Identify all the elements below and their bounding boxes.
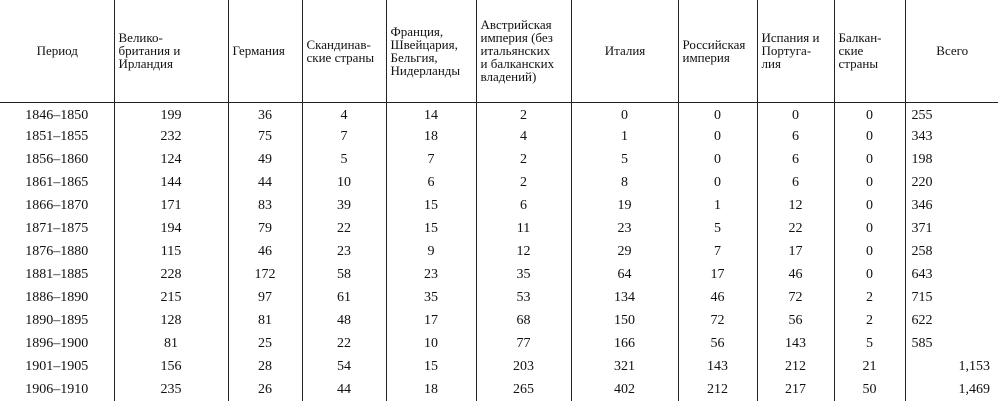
total-cell: 343 <box>905 125 998 148</box>
table-cell: 11 <box>476 217 571 240</box>
table-cell: 4 <box>476 125 571 148</box>
table-cell: 217 <box>757 378 834 401</box>
table-cell: 6 <box>757 125 834 148</box>
table-cell: 81 <box>228 309 302 332</box>
table-cell: 6 <box>757 148 834 171</box>
table-cell: 83 <box>228 194 302 217</box>
table-cell: 5 <box>834 332 905 355</box>
table-cell: 171 <box>114 194 228 217</box>
table-row <box>0 217 998 240</box>
period-header: Период <box>0 0 114 102</box>
table-cell: 2 <box>476 102 571 125</box>
table-cell: 75 <box>228 125 302 148</box>
table-cell: 15 <box>386 194 476 217</box>
table-cell: 212 <box>678 378 757 401</box>
table-cell: 72 <box>678 309 757 332</box>
table-cell: 0 <box>834 240 905 263</box>
table-cell: 8 <box>571 171 678 194</box>
table-cell: 144 <box>114 171 228 194</box>
table-cell: 134 <box>571 286 678 309</box>
table-cell: 17 <box>678 263 757 286</box>
scandinavia-header: Скандинав- ские страны <box>302 0 386 102</box>
table-cell: 0 <box>834 194 905 217</box>
table-cell: 124 <box>114 148 228 171</box>
total-cell: 1,469 <box>905 378 998 401</box>
table-cell: 44 <box>228 171 302 194</box>
table-row <box>0 286 998 309</box>
spain-portugal-header: Испания и Португа- лия <box>757 0 834 102</box>
period-cell: 1851–1855 <box>25 128 89 144</box>
period-cell: 1846–1850 <box>25 107 89 123</box>
period-cell: 1881–1885 <box>25 266 89 282</box>
table-cell: 54 <box>302 355 386 378</box>
table-cell: 56 <box>678 332 757 355</box>
table-cell: 29 <box>571 240 678 263</box>
table-cell: 9 <box>386 240 476 263</box>
table-row <box>0 171 998 194</box>
table-cell: 53 <box>476 286 571 309</box>
table-cell: 49 <box>228 148 302 171</box>
table-cell: 23 <box>302 240 386 263</box>
table-cell: 19 <box>571 194 678 217</box>
table-cell: 194 <box>114 217 228 240</box>
table-cell: 56 <box>757 309 834 332</box>
total-header: Всего <box>905 0 998 102</box>
table-cell: 17 <box>757 240 834 263</box>
table-cell: 0 <box>678 171 757 194</box>
table-cell: 22 <box>302 332 386 355</box>
table-row <box>0 148 998 171</box>
period-cell: 1871–1875 <box>25 220 89 236</box>
table-cell: 232 <box>114 125 228 148</box>
table-cell: 23 <box>386 263 476 286</box>
table-cell: 0 <box>834 125 905 148</box>
table-cell: 50 <box>834 378 905 401</box>
period-cell: 1886–1890 <box>25 289 89 305</box>
table-cell: 23 <box>571 217 678 240</box>
total-cell: 715 <box>905 286 998 309</box>
table-cell: 35 <box>476 263 571 286</box>
table-cell: 5 <box>678 217 757 240</box>
table-cell: 17 <box>386 309 476 332</box>
table-header <box>0 0 998 102</box>
germany-header: Германия <box>228 0 302 102</box>
total-cell: 622 <box>905 309 998 332</box>
table-cell: 39 <box>302 194 386 217</box>
table-cell: 7 <box>386 148 476 171</box>
table-cell: 203 <box>476 355 571 378</box>
table-cell: 35 <box>386 286 476 309</box>
table-cell: 166 <box>571 332 678 355</box>
table-cell: 0 <box>678 148 757 171</box>
table-cell: 10 <box>386 332 476 355</box>
total-cell: 220 <box>905 171 998 194</box>
period-cell: 1876–1880 <box>25 243 89 259</box>
table-cell: 15 <box>386 217 476 240</box>
france-switzerland-belgium-netherlands-header: Франция, Швейцария, Бельгия, Нидерланды <box>386 0 476 102</box>
table-cell: 15 <box>386 355 476 378</box>
table-cell: 128 <box>114 309 228 332</box>
table-cell: 46 <box>678 286 757 309</box>
period-cell: 1856–1860 <box>25 151 89 167</box>
total-cell: 255 <box>905 102 998 125</box>
balkan-states-header: Балкан- ские страны <box>834 0 905 102</box>
table-cell: 143 <box>757 332 834 355</box>
table-cell: 215 <box>114 286 228 309</box>
total-cell: 585 <box>905 332 998 355</box>
table-cell: 5 <box>571 148 678 171</box>
table-cell: 0 <box>834 217 905 240</box>
table-row <box>0 240 998 263</box>
table-cell: 18 <box>386 378 476 401</box>
table-row <box>0 378 998 401</box>
table-row <box>0 102 998 125</box>
table-cell: 0 <box>571 102 678 125</box>
period-cell: 1890–1895 <box>25 312 89 328</box>
period-cell: 1906–1910 <box>25 381 89 397</box>
table-cell: 6 <box>386 171 476 194</box>
table-row <box>0 125 998 148</box>
table-cell: 26 <box>228 378 302 401</box>
table-cell: 265 <box>476 378 571 401</box>
table-cell: 212 <box>757 355 834 378</box>
table-cell: 6 <box>757 171 834 194</box>
russian-empire-header: Российская империя <box>678 0 757 102</box>
table-cell: 12 <box>476 240 571 263</box>
table-cell: 321 <box>571 355 678 378</box>
table-cell: 199 <box>114 102 228 125</box>
table-cell: 14 <box>386 102 476 125</box>
table-cell: 2 <box>476 171 571 194</box>
table-cell: 7 <box>302 125 386 148</box>
table-cell: 156 <box>114 355 228 378</box>
table-cell: 228 <box>114 263 228 286</box>
table-cell: 77 <box>476 332 571 355</box>
total-cell: 371 <box>905 217 998 240</box>
period-cell: 1861–1865 <box>25 174 89 190</box>
table-cell: 4 <box>302 102 386 125</box>
table-cell: 5 <box>302 148 386 171</box>
table-cell: 402 <box>571 378 678 401</box>
table-cell: 25 <box>228 332 302 355</box>
table-cell: 12 <box>757 194 834 217</box>
table-cell: 2 <box>834 286 905 309</box>
table-cell: 22 <box>302 217 386 240</box>
table-cell: 79 <box>228 217 302 240</box>
header-row <box>0 0 998 102</box>
table-body <box>0 102 998 401</box>
table-cell: 48 <box>302 309 386 332</box>
table-cell: 18 <box>386 125 476 148</box>
table-row <box>0 263 998 286</box>
table-cell: 0 <box>834 148 905 171</box>
great-britain-ireland-header: Велико- британия и Ирландия <box>114 0 228 102</box>
table-row <box>0 355 998 378</box>
italy-header: Италия <box>571 0 678 102</box>
table-cell: 7 <box>678 240 757 263</box>
table-cell: 10 <box>302 171 386 194</box>
table-cell: 44 <box>302 378 386 401</box>
period-cell: 1866–1870 <box>25 197 89 213</box>
table-cell: 36 <box>228 102 302 125</box>
table-cell: 0 <box>757 102 834 125</box>
table-cell: 6 <box>476 194 571 217</box>
total-cell: 258 <box>905 240 998 263</box>
austrian-empire-header: Австрийская империя (без итальянских и балканских владений) <box>476 0 571 102</box>
table-cell: 81 <box>114 332 228 355</box>
table-cell: 22 <box>757 217 834 240</box>
table-cell: 68 <box>476 309 571 332</box>
period-cell: 1901–1905 <box>25 358 89 374</box>
table-cell: 97 <box>228 286 302 309</box>
table-cell: 46 <box>228 240 302 263</box>
table-cell: 0 <box>834 263 905 286</box>
table-cell: 172 <box>228 263 302 286</box>
table-cell: 46 <box>757 263 834 286</box>
table-cell: 115 <box>114 240 228 263</box>
table-cell: 235 <box>114 378 228 401</box>
table-cell: 64 <box>571 263 678 286</box>
table-cell: 21 <box>834 355 905 378</box>
table-cell: 0 <box>834 171 905 194</box>
table-cell: 2 <box>834 309 905 332</box>
total-cell: 198 <box>905 148 998 171</box>
table-row <box>0 332 998 355</box>
table-cell: 143 <box>678 355 757 378</box>
table-cell: 1 <box>571 125 678 148</box>
table-cell: 0 <box>678 102 757 125</box>
table-cell: 1 <box>678 194 757 217</box>
table-cell: 0 <box>678 125 757 148</box>
table-cell: 150 <box>571 309 678 332</box>
total-cell: 643 <box>905 263 998 286</box>
table-cell: 72 <box>757 286 834 309</box>
table-cell: 2 <box>476 148 571 171</box>
table-cell: 0 <box>834 102 905 125</box>
total-cell: 1,153 <box>905 355 998 378</box>
table-cell: 28 <box>228 355 302 378</box>
table-cell: 61 <box>302 286 386 309</box>
table-cell: 58 <box>302 263 386 286</box>
total-cell: 346 <box>905 194 998 217</box>
period-cell: 1896–1900 <box>25 335 89 351</box>
table-row <box>0 194 998 217</box>
table-row <box>0 309 998 332</box>
